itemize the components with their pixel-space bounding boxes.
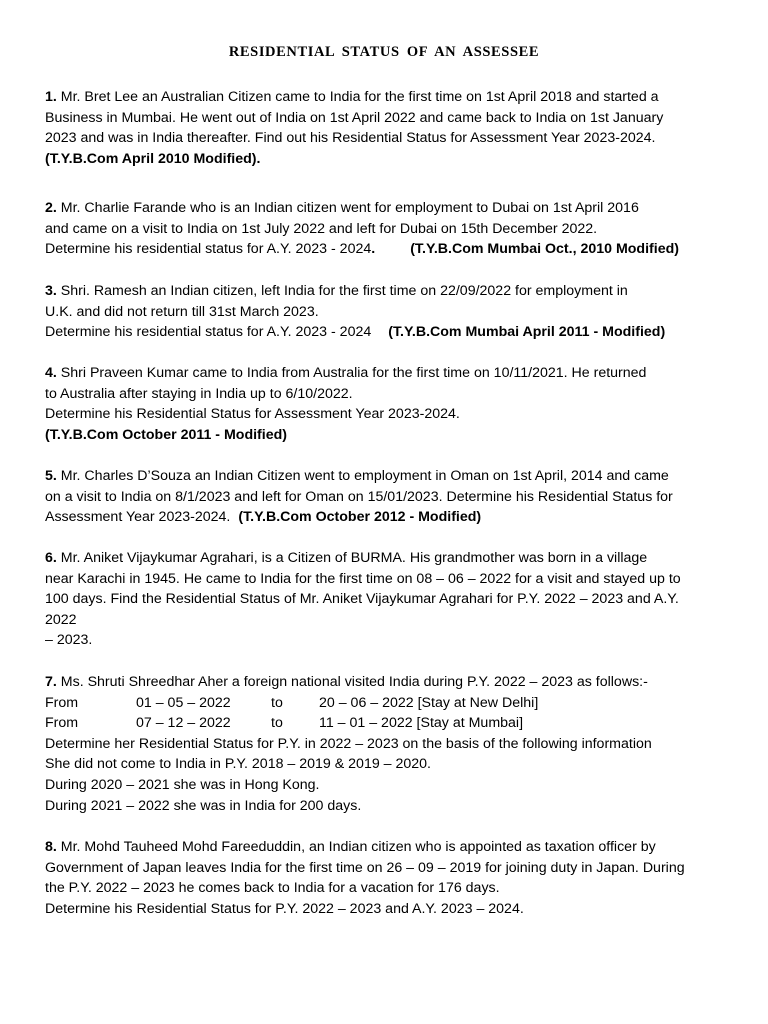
question-number: 5.	[45, 468, 57, 484]
question-number: 3.	[45, 283, 57, 299]
question-text: Determine her Residential Status for P.Y. in 2022 – 2023 on the basis of the following information	[45, 735, 652, 752]
question-text: Determine his Residential Status for Assessment Year 2023-2024.	[45, 406, 460, 423]
start-date: 01 – 05 – 2022	[136, 694, 231, 711]
question-2	[45, 198, 735, 260]
question-number: 1.	[45, 89, 57, 105]
question-8	[45, 837, 735, 919]
question-1	[45, 87, 735, 169]
question-text: Shri. Ramesh an Indian citizen, left India for the first time on 22/09/2022 for employment in	[56, 283, 628, 299]
visit-row	[45, 693, 735, 714]
question-text: Determine his Residential Status for P.Y. 2022 – 2023 and A.Y. 2023 – 2024.	[45, 900, 524, 917]
question-text: Mr. Aniket Vijaykumar Agrahari, is a Citizen of BURMA. His grandmother was born in a village	[56, 550, 648, 566]
question-text: Shri Praveen Kumar came to India from Australia for the first time on 10/11/2021. He returned	[56, 365, 647, 381]
exam-reference: (T.Y.B.Com Mumbai Oct., 2010 Modified)	[410, 241, 679, 258]
exam-reference: (T.Y.B.Com April 2010 Modified).	[45, 150, 261, 167]
to-label: to	[271, 715, 283, 732]
question-text: Mr. Mohd Tauheed Mohd Fareeduddin, an Indian citizen who is appointed as taxation officer by	[56, 839, 656, 855]
question-text: the P.Y. 2022 – 2023 he comes back to India for a vacation for 176 days.	[45, 880, 500, 897]
question-number: 4.	[45, 365, 57, 381]
question-4	[45, 363, 735, 445]
from-label: From	[45, 694, 79, 711]
question-7	[45, 672, 735, 816]
question-text: Mr. Bret Lee an Australian Citizen came to India for the first time on 1st April 2018 and started a	[56, 89, 659, 105]
exam-reference: (T.Y.B.Com Mumbai April 2011 - Modified)	[388, 324, 666, 341]
question-text: – 2023.	[45, 632, 93, 649]
punctuation: .	[371, 241, 376, 258]
page-title: RESIDENTIAL STATUS OF AN ASSESSEE	[228, 44, 540, 60]
from-label: From	[45, 715, 79, 732]
exam-reference: (T.Y.B.Com October 2012 - Modified)	[238, 509, 482, 526]
question-text: 100 days. Find the Residential Status of Mr. Aniket Vijaykumar Agrahari for P.Y. 2022 – 2023 and A.Y.	[45, 591, 679, 608]
question-text: She did not come to India in P.Y. 2018 – 2019 & 2019 – 2020.	[45, 756, 431, 773]
to-label: to	[271, 694, 283, 711]
question-text: Mr. Charles D’Souza an Indian Citizen went to employment in Oman on 1st April, 2014 and came	[56, 468, 669, 484]
question-text: on a visit to India on 8/1/2023 and left for Oman on 15/01/2023. Determine his Residential Status for	[45, 488, 673, 505]
question-text: During 2021 – 2022 she was in India for 200 days.	[45, 797, 362, 814]
question-text: Assessment Year 2023-2024.	[45, 509, 231, 526]
question-text: Determine his residential status for A.Y. 2023 - 2024	[45, 324, 372, 341]
question-text: 2023 and was in India thereafter. Find out his Residential Status for Assessment Year 2023-2024.	[45, 130, 656, 147]
question-text: to Australia after staying in India up to 6/10/2022.	[45, 385, 353, 402]
exam-reference: (T.Y.B.Com October 2011 - Modified)	[45, 426, 288, 443]
question-number: 8.	[45, 839, 57, 855]
question-5	[45, 466, 735, 528]
question-text: and came on a visit to India on 1st July 2022 and left for Dubai on 15th December 2022.	[45, 220, 598, 237]
question-number: 2.	[45, 200, 57, 216]
question-6	[45, 548, 735, 651]
question-text: Determine his residential status for A.Y. 2023 - 2024	[45, 241, 372, 258]
question-text: Mr. Charlie Farande who is an Indian citizen went for employment to Dubai on 1st April 2016	[56, 200, 639, 216]
visit-row	[45, 713, 735, 734]
question-number: 6.	[45, 550, 57, 566]
question-text: near Karachi in 1945. He came to India for the first time on 08 – 06 – 2022 for a visit and stayed up to	[45, 570, 681, 587]
question-3	[45, 281, 735, 343]
question-number: 7.	[45, 674, 57, 690]
end-date: 11 – 01 – 2022 [Stay at Mumbai]	[319, 715, 524, 732]
end-date: 20 – 06 – 2022 [Stay at New Delhi]	[319, 694, 539, 711]
question-text: Business in Mumbai. He went out of India on 1st April 2022 and came back to India on 1st January	[45, 109, 664, 126]
question-text: Ms. Shruti Shreedhar Aher a foreign national visited India during P.Y. 2022 – 2023 as follows:-	[56, 674, 648, 690]
question-text: U.K. and did not return till 31st March 2023.	[45, 303, 319, 320]
question-text: Government of Japan leaves India for the first time on 26 – 09 – 2019 for joining duty in Japan. During	[45, 859, 685, 876]
question-text: 2022	[45, 611, 77, 628]
question-text: During 2020 – 2021 she was in Hong Kong.	[45, 776, 320, 793]
start-date: 07 – 12 – 2022	[136, 715, 231, 732]
